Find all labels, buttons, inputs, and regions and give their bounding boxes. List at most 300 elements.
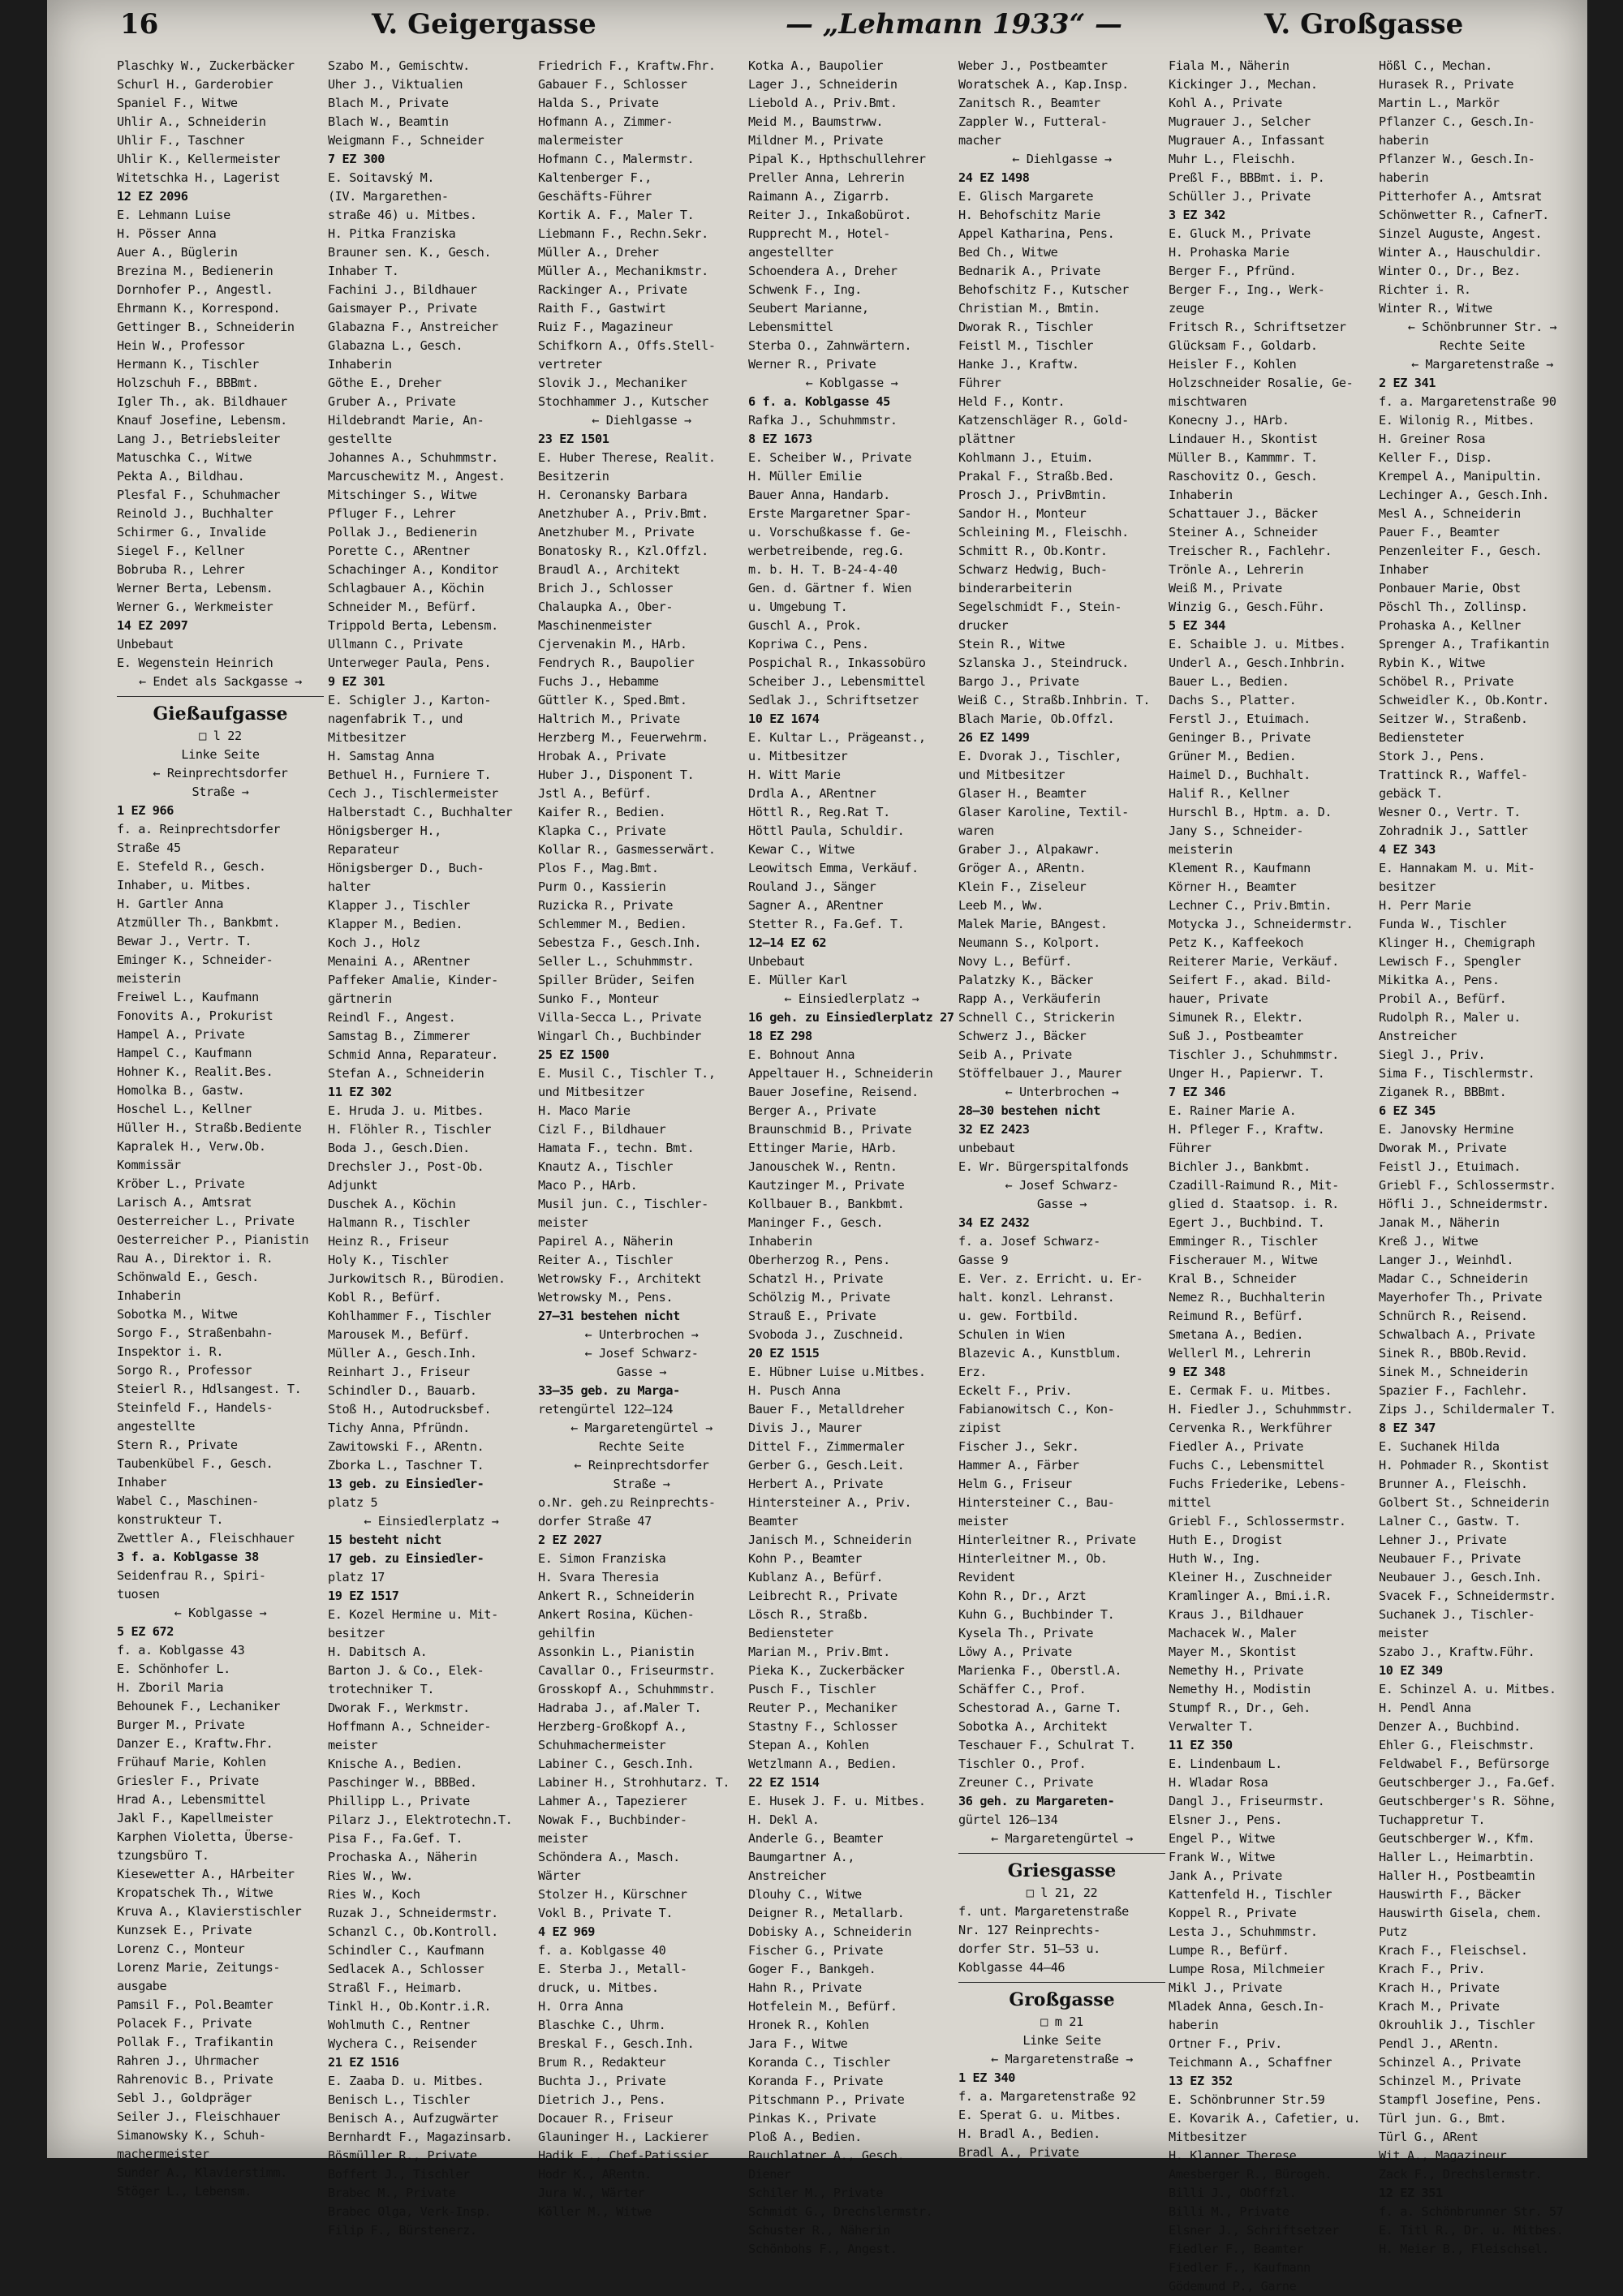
- resident-entry: Kohn P., Beamter: [748, 1551, 862, 1566]
- resident-entry: Tinkl H., Ob.Kontr.i.R.: [328, 1999, 492, 2014]
- resident-entry: Schmitt R., Ob.Kontr.: [958, 544, 1108, 558]
- resident-entry: Heisler F., Kohlen: [1169, 357, 1297, 372]
- resident-entry: Koch J., Holz: [328, 935, 420, 950]
- resident-entry: Verwalter T.: [1169, 1719, 1254, 1734]
- resident-entry: Bernhardt F., Magazinsarb.: [328, 2130, 513, 2144]
- resident-entry: Krach H., Private: [1379, 1980, 1500, 1995]
- resident-entry: Hauswirth F., Bäcker: [1379, 1887, 1521, 1902]
- resident-entry: Höfli J., Schneidermstr.: [1379, 1197, 1549, 1211]
- resident-entry: E. Schaible J. u. Mitbes.: [1169, 637, 1346, 651]
- resident-entry: Ruzak J., Schneidermstr.: [328, 1906, 498, 1920]
- resident-entry: Pflanzer C., Gesch.In-: [1379, 114, 1535, 129]
- resident-entry: Blach W., Beamtin: [328, 114, 449, 129]
- resident-entry: Geutschberger W., Kfm.: [1379, 1831, 1535, 1846]
- resident-entry: Pauer F., Beamter: [1379, 525, 1500, 540]
- resident-entry: E. Huber Therese, Realit.: [538, 450, 716, 465]
- resident-entry: Hoffmann A., Schneider-: [328, 1719, 492, 1734]
- resident-entry: Haller H., Postbeamtin: [1379, 1868, 1535, 1883]
- resident-entry: Kautzinger M., Private: [748, 1178, 905, 1193]
- resident-entry: Kapralek H., Verw.Ob.: [117, 1139, 266, 1154]
- resident-entry: Hampel A., Private: [117, 1027, 245, 1042]
- resident-entry: Hönigsberger H.,: [328, 823, 441, 838]
- resident-entry: Brunner A., Fleischh.: [1379, 1477, 1528, 1491]
- resident-entry: Kewar C., Witwe: [748, 842, 855, 857]
- resident-entry: Mladek Anna, Gesch.In-: [1169, 1999, 1325, 2014]
- resident-entry: Hoschel L., Kellner: [117, 1102, 252, 1116]
- resident-entry: Nemethy H., Modistin: [1169, 1682, 1311, 1696]
- resident-entry: Tischler J., Schuhmmstr.: [1169, 1047, 1339, 1062]
- resident-entry: Segelschmidt F., Stein-: [958, 600, 1122, 614]
- resident-entry: Anstreicher: [748, 1868, 827, 1883]
- resident-entry: Larisch A., Amtsrat: [117, 1195, 252, 1210]
- resident-entry: Ries W., Koch: [328, 1887, 420, 1902]
- resident-entry: Glaser Karoline, Textil-: [958, 805, 1129, 819]
- resident-entry: E. Kovarik A., Cafetier, u.: [1169, 2111, 1361, 2126]
- resident-entry: Feistl M., Tischler: [958, 338, 1094, 353]
- resident-entry: Szabo J., Kraftw.Führ.: [1379, 1645, 1535, 1659]
- resident-entry: Wychera C., Reisender: [328, 2036, 477, 2051]
- resident-entry: Stepan A., Kohlen: [748, 1738, 869, 1752]
- cross-street-marker: ← Unterbrochen →: [584, 1327, 699, 1342]
- directory-column-6: [1169, 57, 1375, 2294]
- resident-entry: Knautz A., Tischler: [538, 1159, 674, 1174]
- house-number-entry: 33—35 geb. zu Marga-: [538, 1383, 680, 1398]
- resident-entry: Steierl R., Hdlsangest. T.: [117, 1382, 302, 1396]
- resident-entry: Tischler O., Prof.: [958, 1756, 1087, 1771]
- resident-entry: Kommissär: [117, 1158, 181, 1172]
- resident-entry: Pilarz J., Elektrotechn.T.: [328, 1812, 513, 1827]
- resident-entry: druck, u. Mitbes.: [538, 1980, 659, 1995]
- resident-entry: Kopriwa C., Pens.: [748, 637, 869, 651]
- resident-entry: Lang J., Betriebsleiter: [117, 432, 281, 446]
- resident-entry: u. Mitbesitzer: [748, 749, 848, 763]
- resident-entry: Musil jun. C., Tischler-: [538, 1197, 708, 1211]
- resident-entry: plättner: [958, 432, 1015, 446]
- resident-entry: Pflanzer W., Gesch.In-: [1379, 152, 1535, 166]
- resident-entry: Mikl J., Private: [1169, 1980, 1282, 1995]
- resident-entry: Menaini A., ARentner: [328, 954, 470, 969]
- resident-entry: Schindler C., Kaufmann: [328, 1943, 484, 1958]
- resident-entry: Kraus J., Bildhauer: [1169, 1607, 1304, 1622]
- resident-entry: Sebl J., Goldpräger: [117, 2091, 252, 2105]
- resident-entry: gürtel 126—134: [958, 1812, 1058, 1827]
- resident-entry: Gabauer F., Schlosser: [538, 77, 687, 92]
- resident-entry: Amesberger R., Bürogeh.: [1169, 2167, 1332, 2182]
- resident-entry: Fischer G., Private: [748, 1943, 884, 1958]
- house-number-entry: 2 EZ 341: [1379, 376, 1436, 390]
- resident-entry: Schäffer C., Prof.: [958, 1682, 1087, 1696]
- resident-entry: Dlouhy C., Witwe: [748, 1887, 862, 1902]
- resident-entry: Krempel A., Manipultin.: [1379, 469, 1543, 484]
- cross-street-marker: ← Reinprechtsdorfer: [574, 1458, 709, 1473]
- resident-entry: Geschäfts-Führer: [538, 189, 652, 204]
- resident-entry: E. Sterba J., Metall-: [538, 1962, 687, 1976]
- resident-entry: Schwalbach A., Private: [1379, 1327, 1535, 1342]
- resident-entry: H. Maco Marie: [538, 1103, 631, 1118]
- resident-entry: f. a. Margaretenstraße 90: [1379, 394, 1556, 409]
- resident-entry: Johannes A., Schuhmmstr.: [328, 450, 498, 465]
- resident-entry: H. Flöhler R., Tischler: [328, 1122, 492, 1137]
- house-number-entry: 9 EZ 301: [328, 674, 385, 689]
- resident-entry: Hadraba J., af.Maler T.: [538, 1701, 702, 1715]
- resident-entry: H. Zboril Maria: [117, 1680, 224, 1695]
- resident-entry: Herzberg-Großkopf A.,: [538, 1719, 687, 1734]
- resident-entry: Kohlmann J., Etuim.: [958, 450, 1094, 465]
- resident-entry: Schwenk F., Ing.: [748, 282, 862, 297]
- resident-entry: E. Schönhofer L.: [117, 1662, 230, 1676]
- resident-entry: Czadill-Raimund R., Mit-: [1169, 1178, 1339, 1193]
- resident-entry: E. Bohnout Anna: [748, 1047, 855, 1062]
- house-number-entry: 12 EZ 351: [1379, 2186, 1443, 2200]
- resident-entry: Fritsch R., Schriftsetzer: [1169, 320, 1346, 334]
- resident-entry: Hintersteiner A., Priv.: [748, 1495, 912, 1510]
- resident-entry: Schachinger A., Konditor: [328, 562, 498, 577]
- resident-entry: Witetschka H., Lagerist: [117, 170, 281, 185]
- resident-entry: H. Dekl A.: [748, 1812, 820, 1827]
- resident-entry: Hofmann C., Malermstr.: [538, 152, 695, 166]
- house-number-entry: 2 EZ 2027: [538, 1533, 602, 1547]
- resident-entry: Ehler G., Fleischmstr.: [1379, 1738, 1535, 1752]
- resident-entry: Dworak F., Werkmstr.: [328, 1701, 470, 1715]
- resident-entry: Führer: [1169, 1141, 1212, 1155]
- resident-entry: Körner H., Beamter: [1169, 879, 1297, 894]
- resident-entry: Phillipp L., Private: [328, 1794, 470, 1808]
- resident-entry: Bediensteter: [1379, 730, 1464, 745]
- resident-entry: Inhaber: [117, 1475, 167, 1490]
- resident-entry: Kortik A. F., Maler T.: [538, 208, 695, 222]
- resident-entry: Brabec Olga, Verk-Insp.: [328, 2204, 492, 2219]
- resident-entry: Bethuel H., Furniere T.: [328, 767, 492, 782]
- resident-entry: Feistl J., Etuimach.: [1379, 1159, 1521, 1174]
- resident-entry: Sinek M., Schneiderin: [1379, 1365, 1528, 1379]
- resident-entry: Löwy A., Private: [958, 1645, 1072, 1659]
- resident-entry: Müller A., Dreher: [538, 245, 659, 260]
- resident-entry: Cavallar O., Friseurmstr.: [538, 1663, 716, 1678]
- resident-entry: H. Klanner Therese: [1169, 2148, 1297, 2163]
- cross-street-marker: ← Margaretenstraße →: [1411, 357, 1553, 372]
- resident-entry: Trippold Berta, Lebensm.: [328, 618, 498, 633]
- resident-entry: Stöffelbauer J., Maurer: [958, 1066, 1122, 1081]
- resident-entry: Appeltauer H., Schneiderin: [748, 1066, 933, 1081]
- resident-entry: Seitzer W., Straßenb.: [1379, 712, 1528, 726]
- resident-entry: Steinfeld F., Handels-: [117, 1400, 273, 1415]
- resident-entry: E. Rainer Marie A.: [1169, 1103, 1297, 1118]
- resident-entry: Bauer F., Metalldreher: [748, 1402, 905, 1417]
- resident-entry: Leibrecht R., Private: [748, 1589, 898, 1603]
- resident-entry: Holzschneider Rosalie, Ge-: [1169, 376, 1354, 390]
- resident-entry: Holy K., Tischler: [328, 1253, 449, 1267]
- resident-entry: Leowitsch Emma, Verkäuf.: [748, 861, 919, 875]
- resident-entry: Göthe E., Dreher: [328, 376, 441, 390]
- resident-entry: H. Svara Theresia: [538, 1570, 659, 1584]
- resident-entry: Siegel F., Kellner: [117, 544, 245, 558]
- resident-entry: Koranda F., Private: [748, 2074, 884, 2088]
- resident-entry: Lalner C., Gastw. T.: [1379, 1514, 1521, 1529]
- resident-entry: Hintersteiner C., Bau-: [958, 1495, 1115, 1510]
- resident-entry: mischtwaren: [1169, 394, 1247, 409]
- resident-entry: Anstreicher: [1379, 1029, 1457, 1043]
- resident-entry: Janouschek W., Rentn.: [748, 1159, 898, 1174]
- resident-entry: Martin L., Markör: [1379, 96, 1500, 110]
- resident-entry: f. a. Margaretenstraße 92: [958, 2089, 1136, 2104]
- resident-entry: Lehner J., Private: [1379, 1533, 1507, 1547]
- resident-entry: Braudl A., Architekt: [538, 562, 680, 577]
- resident-entry: Hinterleitner M., Ob.: [958, 1551, 1108, 1566]
- divider: [958, 1853, 1165, 1854]
- resident-entry: E. Wilonig R., Mitbes.: [1379, 413, 1535, 428]
- resident-entry: Kunzsek E., Private: [117, 1923, 252, 1937]
- resident-entry: Schleining M., Fleischh.: [958, 525, 1129, 540]
- resident-entry: u. Umgebung T.: [748, 600, 848, 614]
- resident-entry: Nemethy H., Private: [1169, 1663, 1304, 1678]
- resident-entry: Kröber L., Private: [117, 1176, 245, 1191]
- resident-entry: E. Wr. Bürgerspitalfonds: [958, 1159, 1129, 1174]
- cross-street-marker: Straße →: [613, 1477, 670, 1491]
- resident-entry: Griesler F., Private: [117, 1774, 259, 1788]
- resident-entry: Berger F., Pfründ.: [1169, 264, 1297, 278]
- resident-entry: Schölzig M., Private: [748, 1290, 890, 1305]
- resident-entry: E. Glisch Margarete: [958, 189, 1094, 204]
- resident-entry: Teichmann A., Schaffner: [1169, 2055, 1332, 2070]
- resident-entry: Lahmer A., Tapezierer: [538, 1794, 687, 1808]
- cross-street-marker: Rechte Seite: [599, 1439, 684, 1454]
- resident-entry: retengürtel 122—124: [538, 1402, 674, 1417]
- house-number-entry: 11 EZ 350: [1169, 1738, 1233, 1752]
- resident-entry: Wabel C., Maschinen-: [117, 1494, 259, 1508]
- resident-entry: Inhaber T.: [328, 264, 399, 278]
- resident-entry: Inhaber: [1379, 562, 1429, 577]
- resident-entry: f. a. Reinprechtsdorfer: [117, 822, 281, 836]
- resident-entry: Reiter J., Inkaßobürot.: [748, 208, 912, 222]
- resident-entry: Anderle G., Beamter: [748, 1831, 884, 1846]
- resident-entry: Brum R., Redakteur: [538, 2055, 666, 2070]
- resident-entry: Gen. d. Gärtner f. Wien: [748, 581, 912, 595]
- resident-entry: Steiner A., Schneider: [1169, 525, 1318, 540]
- resident-entry: Wohlmuth C., Rentner: [328, 2018, 470, 2032]
- resident-entry: Pfluger F., Lehrer: [328, 506, 456, 521]
- resident-entry: Schestorad A., Garne T.: [958, 1701, 1122, 1715]
- resident-entry: Buchta J., Private: [538, 2074, 666, 2088]
- house-number-entry: 19 EZ 1517: [328, 1589, 399, 1603]
- house-number-entry: 12—14 EZ 62: [748, 935, 827, 950]
- resident-entry: Assonkin L., Pianistin: [538, 1645, 695, 1659]
- resident-entry: Weiß M., Private: [1169, 581, 1282, 595]
- resident-entry: m. b. H. T. B-24-4-40: [748, 562, 898, 577]
- resident-entry: Goger F., Bankgeh.: [748, 1962, 876, 1976]
- resident-entry: Kobl R., Befürf.: [328, 1290, 441, 1305]
- resident-entry: Rau A., Direktor i. R.: [117, 1251, 273, 1266]
- resident-entry: Engel P., Witwe: [1169, 1831, 1276, 1846]
- resident-entry: Hotfelein M., Befürf.: [748, 1999, 898, 2014]
- resident-entry: Reindl F., Angest.: [328, 1010, 456, 1025]
- resident-entry: Kropatschek Th., Witwe: [117, 1885, 273, 1900]
- resident-entry: Labiner C., Gesch.Inh.: [538, 1756, 695, 1771]
- resident-entry: H. Behofschitz Marie: [958, 208, 1100, 222]
- resident-entry: E. Wegenstein Heinrich: [117, 656, 273, 670]
- resident-entry: Lorenz C., Monteur: [117, 1941, 245, 1956]
- resident-entry: H. Pösser Anna: [117, 226, 217, 241]
- resident-entry: H. Bradl A., Bedien.: [958, 2126, 1100, 2141]
- resident-entry: Nr. 127 Reinprechts-: [958, 1923, 1100, 1937]
- resident-entry: Schlemmer M., Bedien.: [538, 917, 687, 931]
- resident-entry: Pipal K., Hpthschullehrer: [748, 152, 926, 166]
- resident-entry: E. Hübner Luise u.Mitbes.: [748, 1365, 926, 1379]
- resident-entry: E. Soitavský M.: [328, 170, 435, 185]
- house-number-entry: 3 f. a. Koblgasse 38: [117, 1550, 259, 1564]
- resident-entry: Kiesewetter A., HArbeiter: [117, 1867, 295, 1881]
- resident-entry: Rackinger A., Private: [538, 282, 687, 297]
- house-number-entry: 28—30 bestehen nicht: [958, 1103, 1100, 1118]
- resident-entry: Elsner J., Schriftsetzer: [1169, 2223, 1339, 2238]
- resident-entry: Bednarik A., Private: [958, 264, 1100, 278]
- resident-entry: Schuhmachermeister: [538, 1738, 666, 1752]
- resident-entry: Ponbauer Marie, Obst: [1379, 581, 1521, 595]
- resident-entry: E. Cermak F. u. Mitbes.: [1169, 1383, 1332, 1398]
- resident-entry: platz 17: [328, 1570, 385, 1584]
- resident-entry: waren: [958, 823, 994, 838]
- resident-entry: Muhr L., Fleischh.: [1169, 152, 1297, 166]
- resident-entry: Spiller Brüder, Seifen: [538, 973, 695, 987]
- resident-entry: Divis J., Maurer: [748, 1421, 862, 1435]
- resident-entry: Ploß A., Bedien.: [748, 2130, 862, 2144]
- resident-entry: E. Scheiber W., Private: [748, 450, 912, 465]
- resident-entry: Knauf Josefine, Lebensm.: [117, 413, 287, 428]
- resident-entry: Labiner H., Strohhutarz. T.: [538, 1775, 730, 1790]
- resident-entry: vertreter: [538, 357, 602, 372]
- resident-entry: Suß J., Postbeamter: [1169, 1029, 1304, 1043]
- resident-entry: Türl G., ARent: [1379, 2130, 1479, 2144]
- resident-entry: Sima F., Tischlermstr.: [1379, 1066, 1535, 1081]
- resident-entry: Brich J., Schlosser: [538, 581, 674, 595]
- resident-entry: Dittel F., Zimmermaler: [748, 1439, 905, 1454]
- resident-entry: angestellter: [748, 245, 833, 260]
- resident-entry: Ries W., Ww.: [328, 1868, 413, 1883]
- resident-entry: Ettinger Marie, HArb.: [748, 1141, 898, 1155]
- resident-entry: Glabazna L., Gesch.: [328, 338, 463, 353]
- resident-entry: Marousek M., Befürf.: [328, 1327, 470, 1342]
- resident-entry: Uhlir K., Kellermeister: [117, 152, 281, 166]
- resident-entry: Frank W., Witwe: [1169, 1850, 1276, 1864]
- resident-entry: H. Prohaska Marie: [1169, 245, 1289, 260]
- resident-entry: Sobotka A., Architekt: [958, 1719, 1108, 1734]
- resident-entry: E. Musil C., Tischler T.,: [538, 1066, 716, 1081]
- resident-entry: Huber J., Disponent T.: [538, 767, 695, 782]
- resident-entry: f. a. Koblgasse 40: [538, 1943, 666, 1958]
- resident-entry: Plos F., Mag.Bmt.: [538, 861, 659, 875]
- header-title: — „Lehmann 1933“ —: [786, 8, 1122, 41]
- resident-entry: H. Pitka Franziska: [328, 226, 456, 241]
- resident-entry: Elsner J., Pens.: [1169, 1812, 1282, 1827]
- resident-entry: Unger H., Papierwr. T.: [1169, 1066, 1325, 1081]
- resident-entry: Denzer A., Buchbind.: [1379, 1719, 1521, 1734]
- resident-entry: Bargo J., Private: [958, 674, 1079, 689]
- resident-entry: Samstag B., Zimmerer: [328, 1029, 470, 1043]
- resident-entry: Mitschinger S., Witwe: [328, 488, 477, 502]
- resident-entry: Seib A., Private: [958, 1047, 1072, 1062]
- house-number-entry: 8 EZ 347: [1379, 1421, 1436, 1435]
- resident-entry: Hein W., Professor: [117, 338, 245, 353]
- resident-entry: Köller M., Witwe: [538, 2204, 652, 2219]
- cross-street-marker: ← Josef Schwarz-: [1005, 1178, 1119, 1193]
- resident-entry: haberin: [1379, 170, 1429, 185]
- resident-entry: Erste Margaretner Spar-: [748, 506, 912, 521]
- resident-entry: glied d. Staatsop. i. R.: [1169, 1197, 1339, 1211]
- house-number-entry: 34 EZ 2432: [958, 1215, 1030, 1230]
- resident-entry: Zwettler A., Fleischhauer: [117, 1531, 295, 1546]
- resident-entry: Blaschke C., Uhrm.: [538, 2018, 666, 2032]
- resident-entry: besitzer: [1379, 879, 1436, 894]
- house-number-entry: 18 EZ 298: [748, 1029, 812, 1043]
- resident-entry: halt. konzl. Lehranst.: [958, 1290, 1115, 1305]
- resident-entry: Sinek R., BBOb.Revid.: [1379, 1346, 1528, 1361]
- resident-entry: Hohner K., Realit.Bes.: [117, 1064, 273, 1079]
- house-number-entry: 16 geh. zu Einsiedlerplatz 27: [748, 1010, 954, 1025]
- resident-entry: hauer, Private: [1169, 991, 1268, 1006]
- resident-entry: Sagner A., ARentner: [748, 898, 884, 913]
- resident-entry: Winter A., Hauschuldir.: [1379, 245, 1543, 260]
- resident-entry: Sandor H., Monteur: [958, 506, 1087, 521]
- resident-entry: Schatzl H., Private: [748, 1271, 884, 1286]
- house-number-entry: 5 EZ 672: [117, 1624, 174, 1639]
- resident-entry: Taubenkübel F., Gesch.: [117, 1456, 273, 1471]
- resident-entry: Hofmann A., Zimmer-: [538, 114, 674, 129]
- cross-street-marker: ← Josef Schwarz-: [584, 1346, 699, 1361]
- resident-entry: Lumpe R., Befürf.: [1169, 1943, 1289, 1958]
- resident-entry: Brabec M., Private: [328, 2186, 456, 2200]
- resident-entry: Sedlak J., Schriftsetzer: [748, 693, 919, 707]
- resident-entry: Nemez R., Buchhalterin: [1169, 1290, 1325, 1305]
- resident-entry: Paffeker Amalie, Kinder-: [328, 973, 498, 987]
- resident-entry: H. Greiner Rosa: [1379, 432, 1486, 446]
- resident-entry: Stoß H., Autodrucksbef.: [328, 1402, 492, 1417]
- resident-entry: Ullmann C., Private: [328, 637, 463, 651]
- resident-entry: Schnell C., Strickerin: [958, 1010, 1115, 1025]
- resident-entry: Lindauer H., Skontist: [1169, 432, 1318, 446]
- resident-entry: Ehrmann K., Korrespond.: [117, 301, 281, 316]
- resident-entry: Blach Marie, Ob.Offzl.: [958, 712, 1115, 726]
- resident-entry: Schnürch R., Reisend.: [1379, 1309, 1528, 1323]
- cross-street-marker: Gasse →: [616, 1365, 667, 1379]
- resident-entry: Reparateur: [328, 842, 399, 857]
- resident-entry: Papirel A., Näherin: [538, 1234, 674, 1249]
- resident-entry: H. Müller Emilie: [748, 469, 862, 484]
- header-right-street: V. Großgasse: [1264, 8, 1464, 41]
- resident-entry: Lebensmittel: [748, 320, 833, 334]
- resident-entry: Meid M., Baumstrww.: [748, 114, 884, 129]
- resident-entry: Palatzky K., Bäcker: [958, 973, 1094, 987]
- resident-entry: Cjervenakin M., HArb.: [538, 637, 687, 651]
- resident-entry: H. Meier B., Fleischsel.: [1379, 2242, 1549, 2256]
- resident-entry: Nowak F., Buchbinder-: [538, 1812, 687, 1827]
- resident-entry: Rouland J., Sänger: [748, 879, 876, 894]
- resident-entry: Hronek R., Kohlen: [748, 2018, 869, 2032]
- resident-entry: Hanke J., Kraftw.: [958, 357, 1079, 372]
- resident-entry: Stefan A., Schneiderin: [328, 1066, 484, 1081]
- resident-entry: H. Fiedler J., Schuhmmstr.: [1169, 1402, 1354, 1417]
- resident-entry: Prochaska A., Näherin: [328, 1850, 477, 1864]
- cross-street-marker: Linke Seite: [1022, 2033, 1101, 2048]
- cross-street-marker: ← Einsiedlerplatz →: [784, 991, 919, 1006]
- resident-entry: E. Kozel Hermine u. Mit-: [328, 1607, 498, 1622]
- resident-entry: Griebl F., Schlossermstr.: [1379, 1178, 1556, 1193]
- resident-entry: Fuchs J., Hebamme: [538, 674, 659, 689]
- house-number-entry: 12 EZ 2096: [117, 189, 188, 204]
- resident-entry: Mugrauer A., Infassant: [1169, 133, 1325, 148]
- resident-entry: Schanzl C., Ob.Kontroll.: [328, 1924, 498, 1939]
- resident-entry: Hurasek R., Private: [1379, 77, 1514, 92]
- resident-entry: Katzenschläger R., Gold-: [958, 413, 1129, 428]
- resident-entry: Knische A., Bedien.: [328, 1756, 463, 1771]
